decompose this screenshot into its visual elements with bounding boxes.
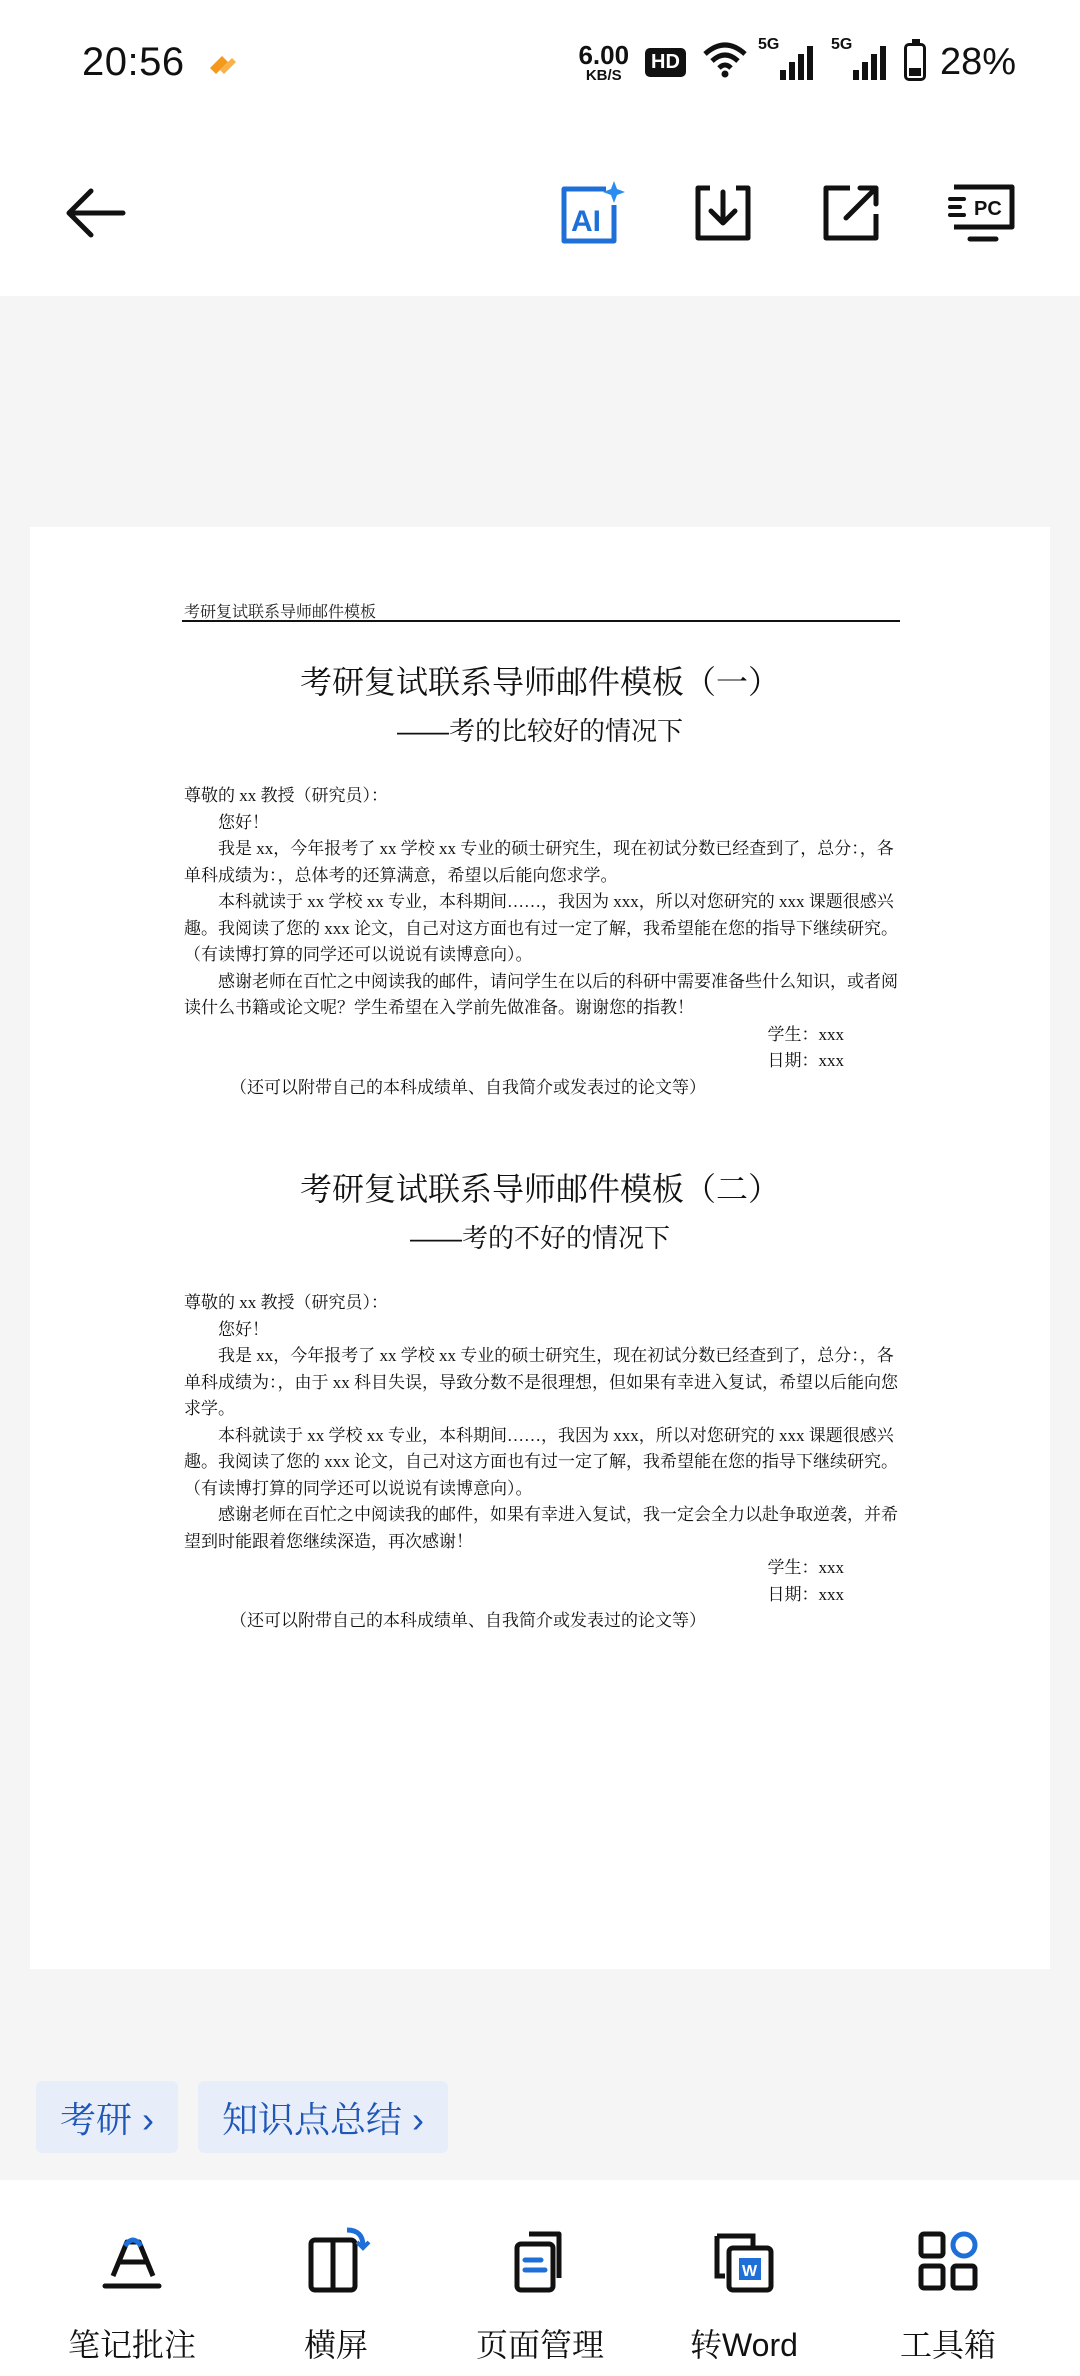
svg-text:PC: PC	[974, 198, 1002, 220]
letter1-body	[184, 783, 900, 1101]
letter1-sign-date: 日期：xxx	[767, 1051, 844, 1070]
letter1-sign-student: 学生：xxx	[767, 1024, 844, 1044]
network-speed: 6.00 KB/S	[578, 39, 630, 84]
letter1-subtitle: ——考的比较好的情况下	[396, 716, 683, 746]
hd-voice-badge: HD	[645, 48, 686, 77]
letter1-greeting: 尊敬的 xx 教授（研究员）：	[184, 786, 388, 805]
tag-knowledge-summary[interactable]: 知识点总结 ›	[198, 2081, 448, 2153]
battery-icon	[904, 43, 926, 81]
nav-toolbox-label: 工具箱	[899, 2327, 996, 2363]
letter2-sign-date: 日期：xxx	[767, 1584, 844, 1604]
svg-text:W: W	[742, 2263, 758, 2280]
nav-landscape-label: 横屏	[303, 2327, 368, 2363]
nav-annotate[interactable]	[24, 2180, 240, 2376]
letter2-paragraph: 感谢老师在百忙之中阅读我的邮件，如果有幸进入复试，我一定会全力以赴争取逆袭，并希望到时能跟着您继续深造，再次感谢！	[184, 1505, 898, 1551]
pen-annotate-icon	[97, 2226, 167, 2296]
page-manage-icon	[505, 2226, 575, 2296]
letter2-title: 考研复试联系导师邮件模板（二）	[299, 1171, 780, 1207]
top-toolbar	[0, 130, 1080, 296]
letter2-paragraph: 本科就读于 xx 学校 xx 专业，本科期间……，我因为 xxx，所以对您研究的 xxx 课题很感兴趣。我阅读了您的 xxx 论文，自己对这方面也有过一定了解，我希望能在您的指导下继续研究。（有读博打算的同学还可以说说有读博意向）。	[184, 1425, 898, 1498]
pc-cast-button[interactable]	[940, 170, 1026, 256]
letter1-paragraph: 我是 xx，今年报考了 xx 学校 xx 专业的硕士研究生，现在初试分数已经查到了，总分：，各单科成绩为：，总体考的还算满意，希望以后能向您求学。	[184, 839, 894, 885]
letter2-hello: 您好！	[218, 1319, 269, 1339]
nav-toolbox[interactable]	[840, 2180, 1056, 2376]
app-notification-icon	[204, 46, 242, 80]
letter2-subtitle: ——考的不好的情况下	[409, 1223, 670, 1253]
letter2-sign-student: 学生：xxx	[767, 1558, 844, 1577]
word-convert-icon	[709, 2226, 779, 2296]
nav-page-manage-label: 页面管理	[475, 2327, 604, 2363]
signal-sim2-icon: 5G	[831, 44, 886, 80]
toolbox-grid-icon	[913, 2226, 983, 2296]
status-indicators	[578, 36, 1016, 88]
download-icon	[692, 182, 754, 244]
letter1-note: （还可以附带自己的本科成绩单、自我简介或发表过的论文等）	[230, 1077, 706, 1097]
wifi-icon	[702, 42, 748, 83]
download-button[interactable]	[680, 170, 766, 256]
header-divider	[182, 620, 900, 622]
share-icon	[820, 182, 882, 244]
nav-landscape[interactable]	[228, 2180, 444, 2376]
pc-cast-icon	[948, 181, 1018, 245]
nav-page-manage[interactable]	[432, 2180, 648, 2376]
letter2-paragraph: 我是 xx，今年报考了 xx 学校 xx 专业的硕士研究生，现在初试分数已经查到了，总分：，各单科成绩为：，由于 xx 科目失误，导致分数不是很理想，但如果有幸进入复试，希望以后能向您求学。	[184, 1346, 898, 1418]
letter2-body	[184, 1290, 900, 1635]
battery-percent: 28%	[939, 40, 1016, 83]
letter2-greeting: 尊敬的 xx 教授（研究员）：	[184, 1293, 388, 1312]
tag-kaoyan[interactable]: 考研 ›	[36, 2081, 178, 2153]
clock-time: 20:56	[82, 40, 185, 84]
letter1-title: 考研复试联系导师邮件模板（一）	[299, 664, 780, 700]
document-page[interactable]	[30, 527, 1050, 1969]
letter1-paragraph: 感谢老师在百忙之中阅读我的邮件，请问学生在以后的科研中需要准备些什么知识，或者阅读什么书籍或论文呢？学生希望在入学前先做准备。谢谢您的指教！	[184, 971, 898, 1017]
bottom-navigation	[0, 2180, 1080, 2376]
letter2-note: （还可以附带自己的本科成绩单、自我简介或发表过的论文等）	[230, 1611, 706, 1630]
share-button[interactable]	[808, 170, 894, 256]
letter1-hello: 您好！	[218, 812, 269, 832]
rotate-landscape-icon	[301, 2226, 371, 2296]
nav-to-word-label: 转Word	[690, 2327, 798, 2363]
svg-text:AI: AI	[571, 205, 601, 238]
arrow-left-icon	[63, 185, 127, 241]
signal-sim1-icon: 5G	[758, 44, 813, 80]
back-button[interactable]	[52, 170, 138, 256]
nav-annotate-label: 笔记批注	[67, 2327, 196, 2363]
letter1-paragraph: 本科就读于 xx 学校 xx 专业，本科期间……，我因为 xxx，所以对您研究的 xxx 课题很感兴趣。我阅读了您的 xxx 论文，自己对这方面也有过一定了解，我希望能在您的指导下继续研究。（有读博打算的同学还可以说说有读博意向）。	[184, 892, 898, 964]
status-bar	[0, 0, 1080, 130]
ai-assistant-button[interactable]	[548, 170, 634, 256]
document-header: 考研复试联系导师邮件模板	[184, 604, 377, 621]
nav-to-word[interactable]	[636, 2180, 852, 2376]
ai-sparkle-icon	[556, 179, 626, 247]
